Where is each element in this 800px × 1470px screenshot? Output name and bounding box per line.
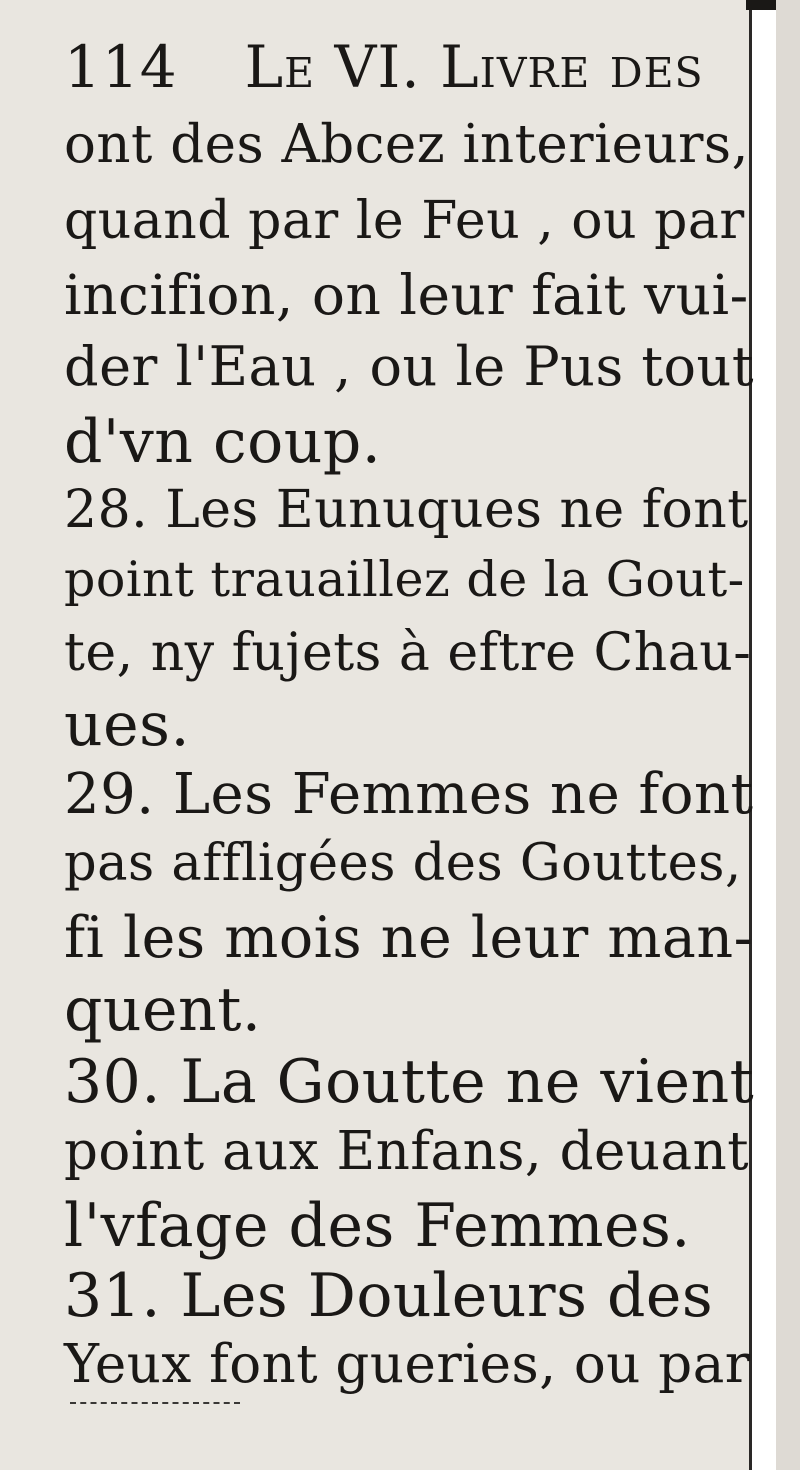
text-line: quand par le Feu , ou par	[64, 191, 745, 251]
text-line: quent.	[64, 975, 262, 1045]
text-line: der l'Eau , ou le Pus tout	[64, 335, 755, 398]
text-line: point aux Enfans, deuant	[64, 1121, 750, 1182]
text-line: 28. Les Eunuques ne font	[64, 480, 749, 540]
text-line: ues.	[64, 690, 191, 760]
text-line: point trauaillez de la Gout-	[64, 551, 745, 608]
running-head	[64, 33, 704, 101]
page-edge-shadow	[746, 0, 776, 10]
text-line: l'vfage des Femmes.	[64, 1191, 691, 1261]
running-head-title: Le VI. Livre des	[244, 33, 704, 101]
page-edge	[749, 0, 776, 1470]
page-number: 114	[64, 33, 178, 101]
text-line: 29. Les Femmes ne font	[64, 762, 754, 827]
text-line: pas affligées des Gouttes,	[64, 834, 742, 893]
text-line: d'vn coup.	[64, 407, 382, 477]
underline-mark	[70, 1402, 240, 1404]
text-line: te, ny fujets à eftre Chau-	[64, 623, 752, 683]
text-line: incifion, on leur fait vui-	[64, 263, 749, 327]
text-line: ont des Abcez interieurs,	[64, 114, 749, 175]
text-line: 31. Les Douleurs des	[64, 1261, 714, 1331]
text-line: Yeux font gueries, ou par	[64, 1334, 751, 1395]
text-line: fi les mois ne leur man-	[64, 905, 754, 971]
text-line: 30. La Goutte ne vient	[64, 1047, 755, 1117]
